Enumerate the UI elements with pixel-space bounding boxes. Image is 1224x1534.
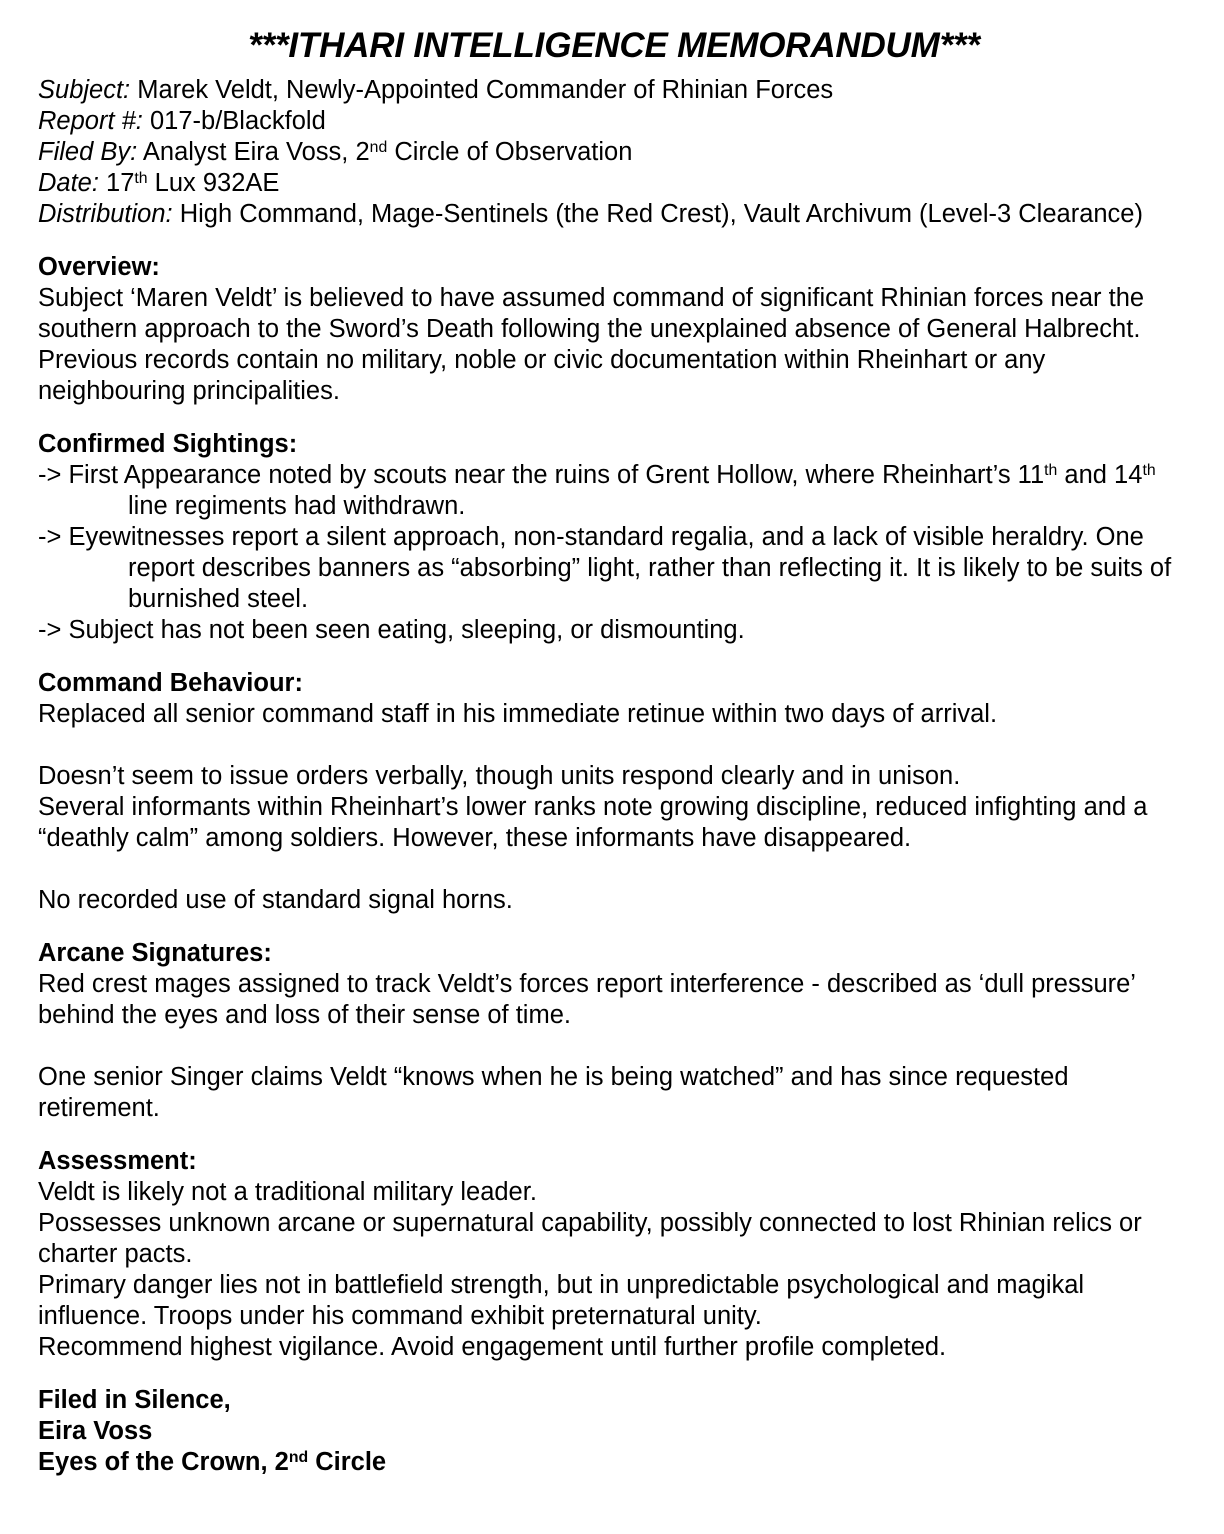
section-heading-arcane-signatures: Arcane Signatures:: [38, 939, 272, 968]
meta-subject-value: Marek Veldt, Newly-Appointed Commander of Rhinian Forces: [130, 76, 834, 105]
meta-date-ordinal: th: [134, 169, 148, 187]
meta-report-label: Report #:: [38, 107, 143, 136]
meta-distribution-label: Distribution:: [38, 200, 173, 229]
meta-filed-by-label: Filed By:: [38, 138, 138, 167]
section-gap: [38, 1363, 1190, 1385]
section-heading-confirmed-sightings: Confirmed Sightings:: [38, 430, 298, 459]
command-behaviour-para: Several informants within Rheinhart’s lower ranks note growing discipline, reduced infighting and a “deathly calm” among soldiers. However, these informants have disappeared.: [38, 793, 1148, 853]
arcane-signatures-para: One senior Singer claims Veldt “knows when he is being watched” and has since requested retirement.: [38, 1063, 1069, 1123]
meta-distribution: [38, 199, 1190, 230]
command-behaviour-para: Replaced all senior command staff in his immediate retinue within two days of arrival.: [38, 700, 998, 729]
meta-date: [38, 168, 1190, 199]
meta-filed-by-value-pre: Analyst Eira Voss, 2: [137, 138, 370, 167]
section-heading-overview: Overview:: [38, 253, 160, 282]
overview-body: Subject ‘Maren Veldt’ is believed to have assumed command of significant Rhinian forces near the southern approach to the Sword’s Death following the unexplained absence of General Halbrecht. Previous records contain no military, noble or civic documentation within Rheinhart or any neighbouring principalities.: [38, 284, 1145, 406]
signoff-ordinal: nd: [288, 1448, 309, 1466]
section-gap: [38, 646, 1190, 668]
sighting-item: [38, 460, 1190, 522]
command-behaviour-para: No recorded use of standard signal horns.: [38, 886, 513, 915]
signoff-title-post: Circle: [308, 1448, 387, 1477]
section-gap: [38, 407, 1190, 429]
sighting-item-text-mid: and 14: [1057, 461, 1143, 490]
sighting-item-text-pre: -> First Appearance noted by scouts near the ruins of Grent Hollow, where Rheinhart’s 11: [38, 461, 1045, 490]
meta-report-value: 017-b/Blackfold: [142, 107, 326, 136]
assessment-line: Possesses unknown arcane or supernatural capability, possibly connected to lost Rhinian relics or charter pacts.: [38, 1209, 1142, 1269]
section-gap: [38, 1124, 1190, 1146]
assessment-line: Recommend highest vigilance. Avoid engagement until further profile completed.: [38, 1333, 947, 1362]
paragraph-gap: [38, 1031, 1190, 1062]
meta-filed-by-ordinal: nd: [369, 138, 388, 156]
meta-report-number: [38, 106, 1190, 137]
meta-date-value-post: Lux 932AE: [147, 169, 280, 198]
section-gap: [38, 230, 1190, 252]
sighting-item: -> Eyewitnesses report a silent approach, non-standard regalia, and a lack of visible heraldry. One report describes banners as “absorbing” light, rather than reflecting it. It is likely to be suits of burnished steel.: [38, 523, 1172, 614]
meta-subject: [38, 75, 1190, 106]
signoff-name: Eira Voss: [38, 1417, 153, 1446]
signoff-salutation: Filed in Silence,: [38, 1386, 231, 1415]
meta-filed-by: [38, 137, 1190, 168]
section-heading-command-behaviour: Command Behaviour:: [38, 669, 303, 698]
signoff-title: [38, 1447, 1190, 1478]
meta-subject-label: Subject:: [38, 76, 131, 105]
assessment-line: Primary danger lies not in battlefield strength, but in unpredictable psychological and magikal influence. Troops under his command exhibit preternatural unity.: [38, 1271, 1085, 1331]
meta-filed-by-value-post: Circle of Observation: [387, 138, 633, 167]
arcane-signatures-para: Red crest mages assigned to track Veldt’s forces report interference - described as ‘dull pressure’ behind the eyes and loss of their sense of time.: [38, 970, 1136, 1030]
meta-distribution-value: High Command, Mage-Sentinels (the Red Crest), Vault Archivum (Level-3 Clearance): [172, 200, 1143, 229]
sighting-item: -> Subject has not been seen eating, sleeping, or dismounting.: [38, 616, 745, 645]
sighting-ordinal-11th: th: [1044, 461, 1058, 479]
page-title: ***ITHARI INTELLIGENCE MEMORANDUM***: [248, 26, 980, 65]
section-heading-assessment: Assessment:: [38, 1147, 197, 1176]
signoff-title-pre: Eyes of the Crown, 2: [38, 1448, 289, 1477]
command-behaviour-para: Doesn’t seem to issue orders verbally, though units respond clearly and in unison.: [38, 762, 961, 791]
sighting-ordinal-14th: th: [1142, 461, 1156, 479]
meta-date-label: Date:: [38, 169, 99, 198]
sighting-item-text-post: line regiments had withdrawn.: [128, 492, 466, 521]
paragraph-gap: [38, 730, 1190, 761]
meta-date-value-pre: 17: [98, 169, 135, 198]
assessment-line: Veldt is likely not a traditional military leader.: [38, 1178, 537, 1207]
section-gap: [38, 916, 1190, 938]
paragraph-gap: [38, 854, 1190, 885]
